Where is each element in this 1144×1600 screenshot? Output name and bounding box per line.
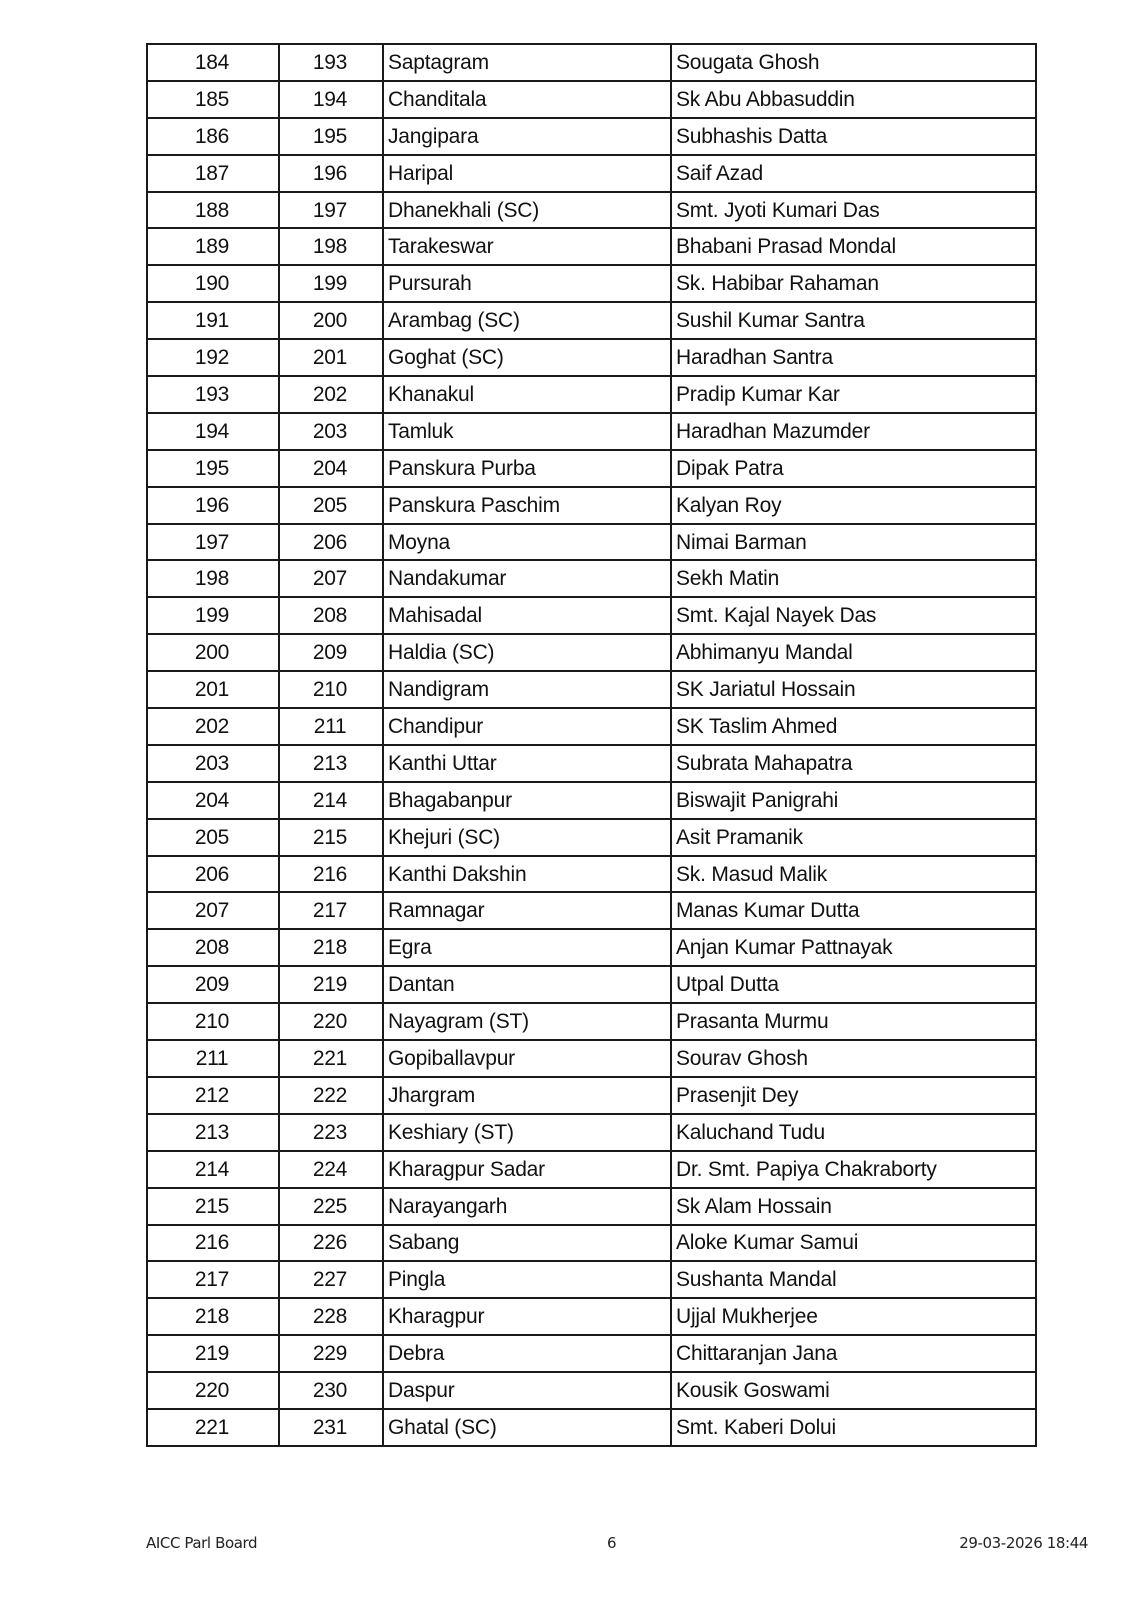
constituency-name-cell: Tarakeswar — [383, 228, 671, 265]
serial-number-cell: 209 — [147, 966, 279, 1003]
constituency-number-cell: 228 — [279, 1298, 383, 1335]
constituency-name-cell: Bhagabanpur — [383, 782, 671, 819]
serial-number-cell: 185 — [147, 81, 279, 118]
table-row — [147, 1261, 1036, 1298]
candidate-name-cell: Smt. Jyoti Kumari Das — [671, 192, 1036, 229]
candidate-name-cell: Sk Alam Hossain — [671, 1188, 1036, 1225]
constituency-name-cell: Nayagram (ST) — [383, 1003, 671, 1040]
candidate-name-cell: Haradhan Santra — [671, 339, 1036, 376]
candidate-name-cell: SK Jariatul Hossain — [671, 671, 1036, 708]
constituency-name-cell: Sabang — [383, 1225, 671, 1262]
serial-number-cell: 200 — [147, 634, 279, 671]
candidate-name-cell: Kousik Goswami — [671, 1372, 1036, 1409]
candidate-name-cell: Sk Abu Abbasuddin — [671, 81, 1036, 118]
constituency-name-cell: Pursurah — [383, 265, 671, 302]
serial-number-cell: 215 — [147, 1188, 279, 1225]
candidate-name-cell: Kalyan Roy — [671, 487, 1036, 524]
table-row — [147, 1114, 1036, 1151]
constituency-number-cell: 208 — [279, 597, 383, 634]
constituency-name-cell: Kanthi Dakshin — [383, 856, 671, 893]
serial-number-cell: 208 — [147, 929, 279, 966]
footer-organization: AICC Parl Board — [146, 1534, 258, 1552]
constituency-number-cell: 211 — [279, 708, 383, 745]
candidate-list-table — [146, 43, 1037, 1447]
constituency-name-cell: Kanthi Uttar — [383, 745, 671, 782]
footer-datetime: 29-03-2026 18:44 — [959, 1534, 1088, 1552]
serial-number-cell: 189 — [147, 228, 279, 265]
candidate-name-cell: Abhimanyu Mandal — [671, 634, 1036, 671]
constituency-number-cell: 206 — [279, 524, 383, 561]
serial-number-cell: 217 — [147, 1261, 279, 1298]
constituency-number-cell: 202 — [279, 376, 383, 413]
constituency-name-cell: Saptagram — [383, 44, 671, 81]
constituency-number-cell: 197 — [279, 192, 383, 229]
constituency-name-cell: Ghatal (SC) — [383, 1409, 671, 1446]
serial-number-cell: 202 — [147, 708, 279, 745]
serial-number-cell: 186 — [147, 118, 279, 155]
serial-number-cell: 184 — [147, 44, 279, 81]
constituency-name-cell: Pingla — [383, 1261, 671, 1298]
constituency-name-cell: Arambag (SC) — [383, 302, 671, 339]
table-row — [147, 1335, 1036, 1372]
candidate-name-cell: Sk. Masud Malik — [671, 856, 1036, 893]
table-row — [147, 1298, 1036, 1335]
table-row — [147, 228, 1036, 265]
table-row — [147, 44, 1036, 81]
table-row — [147, 81, 1036, 118]
constituency-name-cell: Khejuri (SC) — [383, 819, 671, 856]
candidate-name-cell: Sekh Matin — [671, 560, 1036, 597]
table-row — [147, 560, 1036, 597]
constituency-name-cell: Gopiballavpur — [383, 1040, 671, 1077]
constituency-number-cell: 195 — [279, 118, 383, 155]
constituency-name-cell: Daspur — [383, 1372, 671, 1409]
serial-number-cell: 204 — [147, 782, 279, 819]
table-row — [147, 376, 1036, 413]
serial-number-cell: 196 — [147, 487, 279, 524]
table-row — [147, 339, 1036, 376]
candidate-name-cell: Aloke Kumar Samui — [671, 1225, 1036, 1262]
table-row — [147, 856, 1036, 893]
table-row — [147, 966, 1036, 1003]
constituency-number-cell: 204 — [279, 450, 383, 487]
constituency-number-cell: 201 — [279, 339, 383, 376]
constituency-number-cell: 227 — [279, 1261, 383, 1298]
serial-number-cell: 197 — [147, 524, 279, 561]
table-row — [147, 1151, 1036, 1188]
serial-number-cell: 199 — [147, 597, 279, 634]
constituency-name-cell: Chanditala — [383, 81, 671, 118]
candidate-name-cell: Dr. Smt. Papiya Chakraborty — [671, 1151, 1036, 1188]
footer-page-number: 6 — [607, 1534, 617, 1552]
constituency-number-cell: 221 — [279, 1040, 383, 1077]
serial-number-cell: 205 — [147, 819, 279, 856]
candidate-name-cell: Ujjal Mukherjee — [671, 1298, 1036, 1335]
serial-number-cell: 198 — [147, 560, 279, 597]
serial-number-cell: 221 — [147, 1409, 279, 1446]
table-row — [147, 892, 1036, 929]
table-row — [147, 155, 1036, 192]
table-row — [147, 413, 1036, 450]
constituency-name-cell: Chandipur — [383, 708, 671, 745]
constituency-number-cell: 213 — [279, 745, 383, 782]
table-row — [147, 634, 1036, 671]
candidate-name-cell: Smt. Kaberi Dolui — [671, 1409, 1036, 1446]
candidate-name-cell: Smt. Kajal Nayek Das — [671, 597, 1036, 634]
constituency-name-cell: Panskura Purba — [383, 450, 671, 487]
serial-number-cell: 194 — [147, 413, 279, 450]
candidate-name-cell: Saif Azad — [671, 155, 1036, 192]
serial-number-cell: 195 — [147, 450, 279, 487]
table-row — [147, 1077, 1036, 1114]
constituency-number-cell: 210 — [279, 671, 383, 708]
constituency-number-cell: 196 — [279, 155, 383, 192]
table-row — [147, 1188, 1036, 1225]
table-row — [147, 782, 1036, 819]
candidate-name-cell: Sougata Ghosh — [671, 44, 1036, 81]
constituency-name-cell: Nandakumar — [383, 560, 671, 597]
candidate-name-cell: Anjan Kumar Pattnayak — [671, 929, 1036, 966]
candidate-name-cell: Prasenjit Dey — [671, 1077, 1036, 1114]
serial-number-cell: 212 — [147, 1077, 279, 1114]
serial-number-cell: 201 — [147, 671, 279, 708]
constituency-number-cell: 198 — [279, 228, 383, 265]
candidate-name-cell: Nimai Barman — [671, 524, 1036, 561]
table-row — [147, 1003, 1036, 1040]
table-row — [147, 708, 1036, 745]
serial-number-cell: 211 — [147, 1040, 279, 1077]
constituency-name-cell: Tamluk — [383, 413, 671, 450]
candidate-name-cell: Utpal Dutta — [671, 966, 1036, 1003]
constituency-number-cell: 223 — [279, 1114, 383, 1151]
serial-number-cell: 188 — [147, 192, 279, 229]
constituency-number-cell: 207 — [279, 560, 383, 597]
candidate-name-cell: Asit Pramanik — [671, 819, 1036, 856]
candidate-name-cell: Manas Kumar Dutta — [671, 892, 1036, 929]
constituency-number-cell: 200 — [279, 302, 383, 339]
constituency-name-cell: Panskura Paschim — [383, 487, 671, 524]
serial-number-cell: 193 — [147, 376, 279, 413]
serial-number-cell: 220 — [147, 1372, 279, 1409]
candidate-name-cell: Dipak Patra — [671, 450, 1036, 487]
constituency-number-cell: 220 — [279, 1003, 383, 1040]
constituency-number-cell: 216 — [279, 856, 383, 893]
constituency-number-cell: 230 — [279, 1372, 383, 1409]
serial-number-cell: 207 — [147, 892, 279, 929]
candidate-name-cell: Bhabani Prasad Mondal — [671, 228, 1036, 265]
table-row — [147, 524, 1036, 561]
serial-number-cell: 203 — [147, 745, 279, 782]
constituency-name-cell: Jhargram — [383, 1077, 671, 1114]
serial-number-cell: 210 — [147, 1003, 279, 1040]
constituency-number-cell: 231 — [279, 1409, 383, 1446]
candidate-name-cell: Sushil Kumar Santra — [671, 302, 1036, 339]
constituency-name-cell: Keshiary (ST) — [383, 1114, 671, 1151]
table-row — [147, 192, 1036, 229]
table-row — [147, 671, 1036, 708]
constituency-number-cell: 193 — [279, 44, 383, 81]
candidate-name-cell: SK Taslim Ahmed — [671, 708, 1036, 745]
constituency-number-cell: 218 — [279, 929, 383, 966]
table-row — [147, 1372, 1036, 1409]
constituency-number-cell: 226 — [279, 1225, 383, 1262]
candidate-name-cell: Biswajit Panigrahi — [671, 782, 1036, 819]
table-body — [147, 44, 1036, 1446]
constituency-name-cell: Egra — [383, 929, 671, 966]
constituency-number-cell: 229 — [279, 1335, 383, 1372]
serial-number-cell: 187 — [147, 155, 279, 192]
constituency-name-cell: Nandigram — [383, 671, 671, 708]
candidate-name-cell: Subhashis Datta — [671, 118, 1036, 155]
constituency-number-cell: 199 — [279, 265, 383, 302]
constituency-number-cell: 194 — [279, 81, 383, 118]
serial-number-cell: 192 — [147, 339, 279, 376]
constituency-number-cell: 224 — [279, 1151, 383, 1188]
constituency-name-cell: Moyna — [383, 524, 671, 561]
serial-number-cell: 218 — [147, 1298, 279, 1335]
constituency-name-cell: Kharagpur — [383, 1298, 671, 1335]
serial-number-cell: 191 — [147, 302, 279, 339]
candidate-name-cell: Pradip Kumar Kar — [671, 376, 1036, 413]
constituency-number-cell: 209 — [279, 634, 383, 671]
table-row — [147, 1409, 1036, 1446]
candidate-name-cell: Chittaranjan Jana — [671, 1335, 1036, 1372]
serial-number-cell: 214 — [147, 1151, 279, 1188]
candidate-name-cell: Sourav Ghosh — [671, 1040, 1036, 1077]
constituency-number-cell: 205 — [279, 487, 383, 524]
table-row — [147, 450, 1036, 487]
constituency-name-cell: Dantan — [383, 966, 671, 1003]
constituency-name-cell: Haripal — [383, 155, 671, 192]
constituency-name-cell: Ramnagar — [383, 892, 671, 929]
constituency-number-cell: 219 — [279, 966, 383, 1003]
constituency-name-cell: Dhanekhali (SC) — [383, 192, 671, 229]
table-row — [147, 118, 1036, 155]
constituency-name-cell: Jangipara — [383, 118, 671, 155]
constituency-number-cell: 214 — [279, 782, 383, 819]
constituency-number-cell: 225 — [279, 1188, 383, 1225]
constituency-number-cell: 217 — [279, 892, 383, 929]
serial-number-cell: 190 — [147, 265, 279, 302]
table-row — [147, 745, 1036, 782]
constituency-number-cell: 215 — [279, 819, 383, 856]
serial-number-cell: 206 — [147, 856, 279, 893]
constituency-name-cell: Khanakul — [383, 376, 671, 413]
candidate-name-cell: Kaluchand Tudu — [671, 1114, 1036, 1151]
constituency-name-cell: Haldia (SC) — [383, 634, 671, 671]
serial-number-cell: 216 — [147, 1225, 279, 1262]
constituency-number-cell: 203 — [279, 413, 383, 450]
table-row — [147, 597, 1036, 634]
serial-number-cell: 213 — [147, 1114, 279, 1151]
candidate-name-cell: Haradhan Mazumder — [671, 413, 1036, 450]
table-row — [147, 929, 1036, 966]
constituency-name-cell: Kharagpur Sadar — [383, 1151, 671, 1188]
candidate-name-cell: Sk. Habibar Rahaman — [671, 265, 1036, 302]
table-row — [147, 265, 1036, 302]
candidate-name-cell: Subrata Mahapatra — [671, 745, 1036, 782]
table-row — [147, 819, 1036, 856]
table-row — [147, 302, 1036, 339]
constituency-name-cell: Goghat (SC) — [383, 339, 671, 376]
candidate-name-cell: Prasanta Murmu — [671, 1003, 1036, 1040]
candidate-name-cell: Sushanta Mandal — [671, 1261, 1036, 1298]
serial-number-cell: 219 — [147, 1335, 279, 1372]
table-row — [147, 1225, 1036, 1262]
table-row — [147, 1040, 1036, 1077]
constituency-name-cell: Debra — [383, 1335, 671, 1372]
table-row — [147, 487, 1036, 524]
constituency-name-cell: Mahisadal — [383, 597, 671, 634]
constituency-name-cell: Narayangarh — [383, 1188, 671, 1225]
constituency-number-cell: 222 — [279, 1077, 383, 1114]
